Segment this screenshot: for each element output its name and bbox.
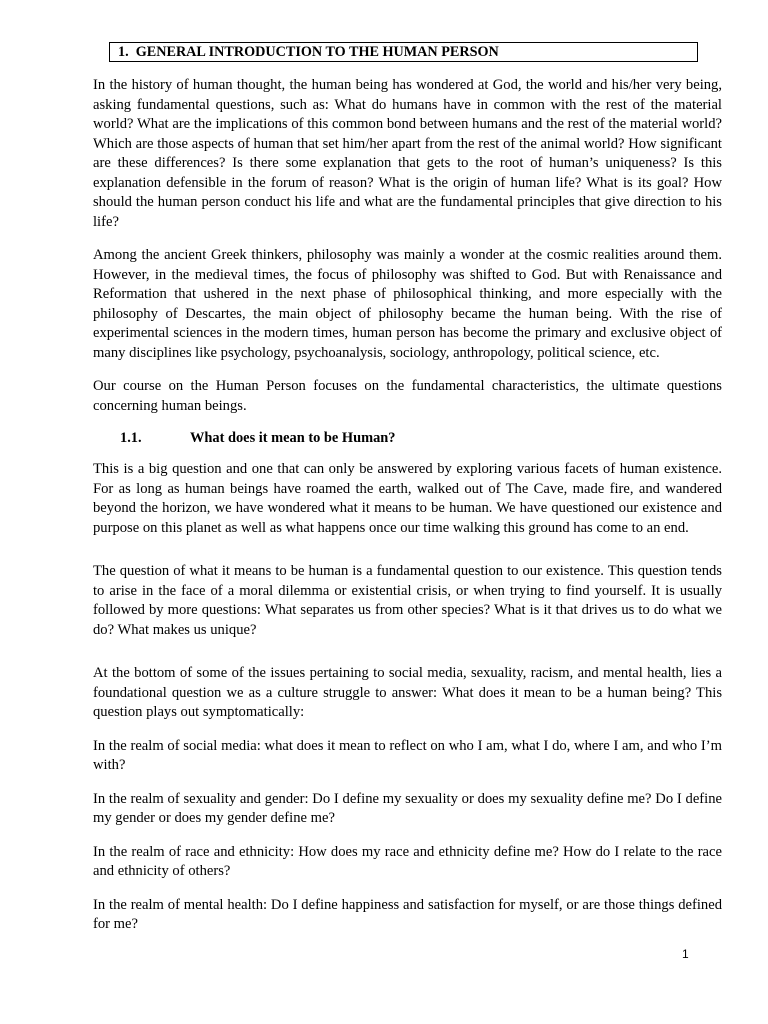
body-paragraph-5: In the realm of sexuality and gender: Do I define my sexuality or does my sexuality define me? Do I define my gender or does my gender define me? [93,790,722,826]
subsection-number: 1.1. [120,430,142,446]
subsection-heading [120,428,722,448]
body-paragraph-3: At the bottom of some of the issues pertaining to social media, sexuality, racism, and mental health, lies a foundational question we as a culture struggle to answer: What does it mean to be a human being? This question plays out symptomatically: [93,665,722,720]
body-paragraph-6: In the realm of race and ethnicity: How does my race and ethnicity define me? How do I relate to the race and ethnicity of others? [93,843,722,879]
intro-paragraph-3: Our course on the Human Person focuses on the fundamental characteristics, the ultimate questions concerning human beings. [93,378,722,414]
section-number: 1. [118,44,129,60]
document-page [93,42,722,935]
page-number: 1 [682,947,689,961]
body-paragraph-2: The question of what it means to be human is a fundamental question to our existence. This question tends to arise in the face of a moral dilemma or existential crisis, or when trying to find yourself. It is usually followed by more questions: What separates us from other species? What is it that drives us to do what we do? What makes us unique? [93,563,722,638]
body-paragraph-4: In the realm of social media: what does it mean to reflect on who I am, what I do, where I am, and who I’m with? [93,737,722,773]
body-paragraph-7: In the realm of mental health: Do I define happiness and satisfaction for myself, or are those things defined for me? [93,896,722,932]
intro-paragraph-1: In the history of human thought, the human being has wondered at God, the world and his/her very being, asking fundamental questions, such as: What do humans have in common with the rest of the material world? What are the implications of this common bond between humans and the rest of the material world? Which are those aspects of human that set him/her apart from the rest of the animal world? How significant are these differences? Is there some explanation that gets to the root of human’s uniqueness? Is this explanation defensible in the forum of reason? What is the origin of human life? What is its goal? How should the human person conduct his life and what are the fundamental principles that give direction to his life? [93,77,722,230]
section-heading [109,42,698,62]
subsection-title: What does it mean to be Human? [190,430,396,446]
body-paragraph-1: This is a big question and one that can only be answered by exploring various facets of human existence. For as long as human beings have roamed the earth, walked out of The Cave, made fire, and wandered beyond the horizon, we have wondered what it means to be human. We have questioned our existence and purpose on this planet as well as what happens once our time walking this ground has come to an end. [93,461,722,536]
section-title: GENERAL INTRODUCTION TO THE HUMAN PERSON [135,44,499,60]
intro-paragraph-2: Among the ancient Greek thinkers, philosophy was mainly a wonder at the cosmic realities around them. However, in the medieval times, the focus of philosophy was shifted to God. But with Renaissance and Reformation that ushered in the next phase of philosophical thinking, and more especially with the philosophy of Descartes, the main object of philosophy became the human being. With the rise of experimental sciences in the modern times, human person has become the primary and exclusive object of many disciplines like psychology, psychoanalysis, sociology, anthropology, political science, etc. [93,247,722,361]
